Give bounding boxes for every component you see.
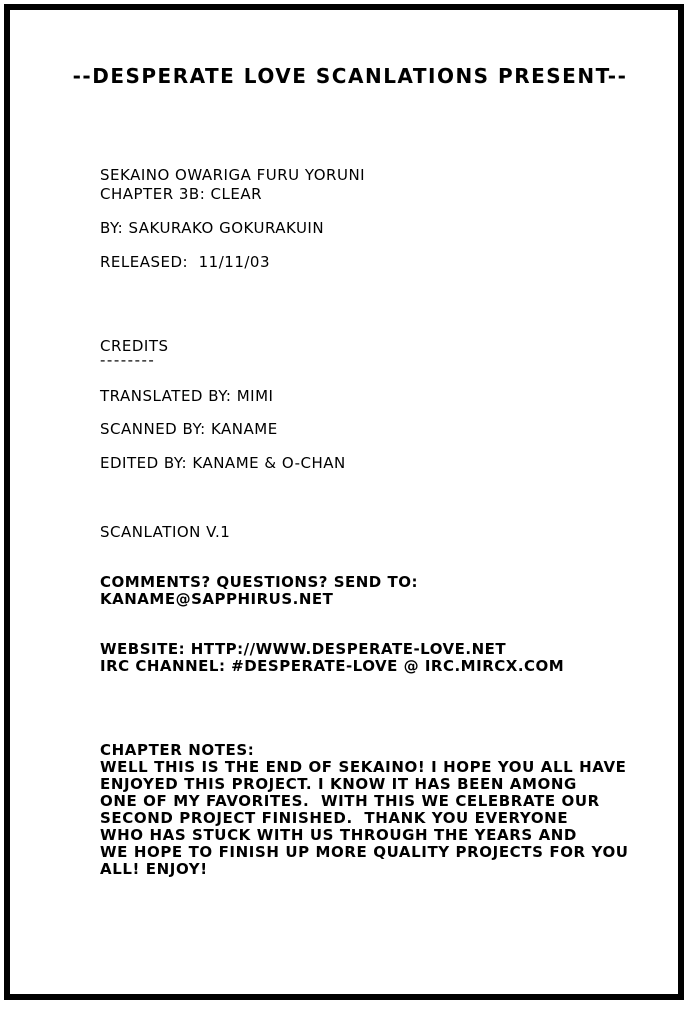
chapter-notes-line: SECOND PROJECT FINISHED. THANK YOU EVERYONE <box>100 809 569 827</box>
scanner-credit: SCANNED BY: KANAME <box>100 420 278 438</box>
chapter-notes-line: WE HOPE TO FINISH UP MORE QUALITY PROJECTS FOR YOU <box>100 843 629 861</box>
chapter-notes-line: WHO HAS STUCK WITH US THROUGH THE YEARS AND <box>100 826 577 844</box>
chapter-notes-heading: CHAPTER NOTES: <box>100 741 255 759</box>
scanlation-version: SCANLATION V.1 <box>100 523 231 541</box>
website-link[interactable]: WEBSITE: HTTP://WWW.DESPERATE-LOVE.NET <box>100 640 507 658</box>
credits-divider: -------- <box>100 351 156 369</box>
series-title: SEKAINO OWARIGA FURU YORUNI <box>100 166 366 184</box>
chapter-notes-line: ALL! ENJOY! <box>100 860 208 878</box>
chapter-notes-line: ONE OF MY FAVORITES. WITH THIS WE CELEBRATE OUR <box>100 792 600 810</box>
editor-credit: EDITED BY: KANAME & O-CHAN <box>100 454 346 472</box>
page-title: --DESPERATE LOVE SCANLATIONS PRESENT-- <box>72 64 628 88</box>
chapter-notes-line: WELL THIS IS THE END OF SEKAINO! I HOPE YOU ALL HAVE <box>100 758 627 776</box>
author-line: BY: SAKURAKO GOKURAKUIN <box>100 219 325 237</box>
contact-email[interactable]: KANAME@SAPPHIRUS.NET <box>100 590 334 608</box>
release-date: RELEASED: 11/11/03 <box>100 253 271 271</box>
contact-prompt: COMMENTS? QUESTIONS? SEND TO: <box>100 573 418 591</box>
chapter-notes <box>100 742 629 878</box>
credits-heading: CREDITS <box>100 337 169 355</box>
chapter-notes-line: ENJOYED THIS PROJECT. I KNOW IT HAS BEEN AMONG <box>100 775 577 793</box>
chapter-title: CHAPTER 3B: CLEAR <box>100 185 263 203</box>
irc-channel[interactable]: IRC CHANNEL: #DESPERATE-LOVE @ IRC.MIRCX.COM <box>100 657 565 675</box>
translator-credit: TRANSLATED BY: MIMI <box>100 387 274 405</box>
